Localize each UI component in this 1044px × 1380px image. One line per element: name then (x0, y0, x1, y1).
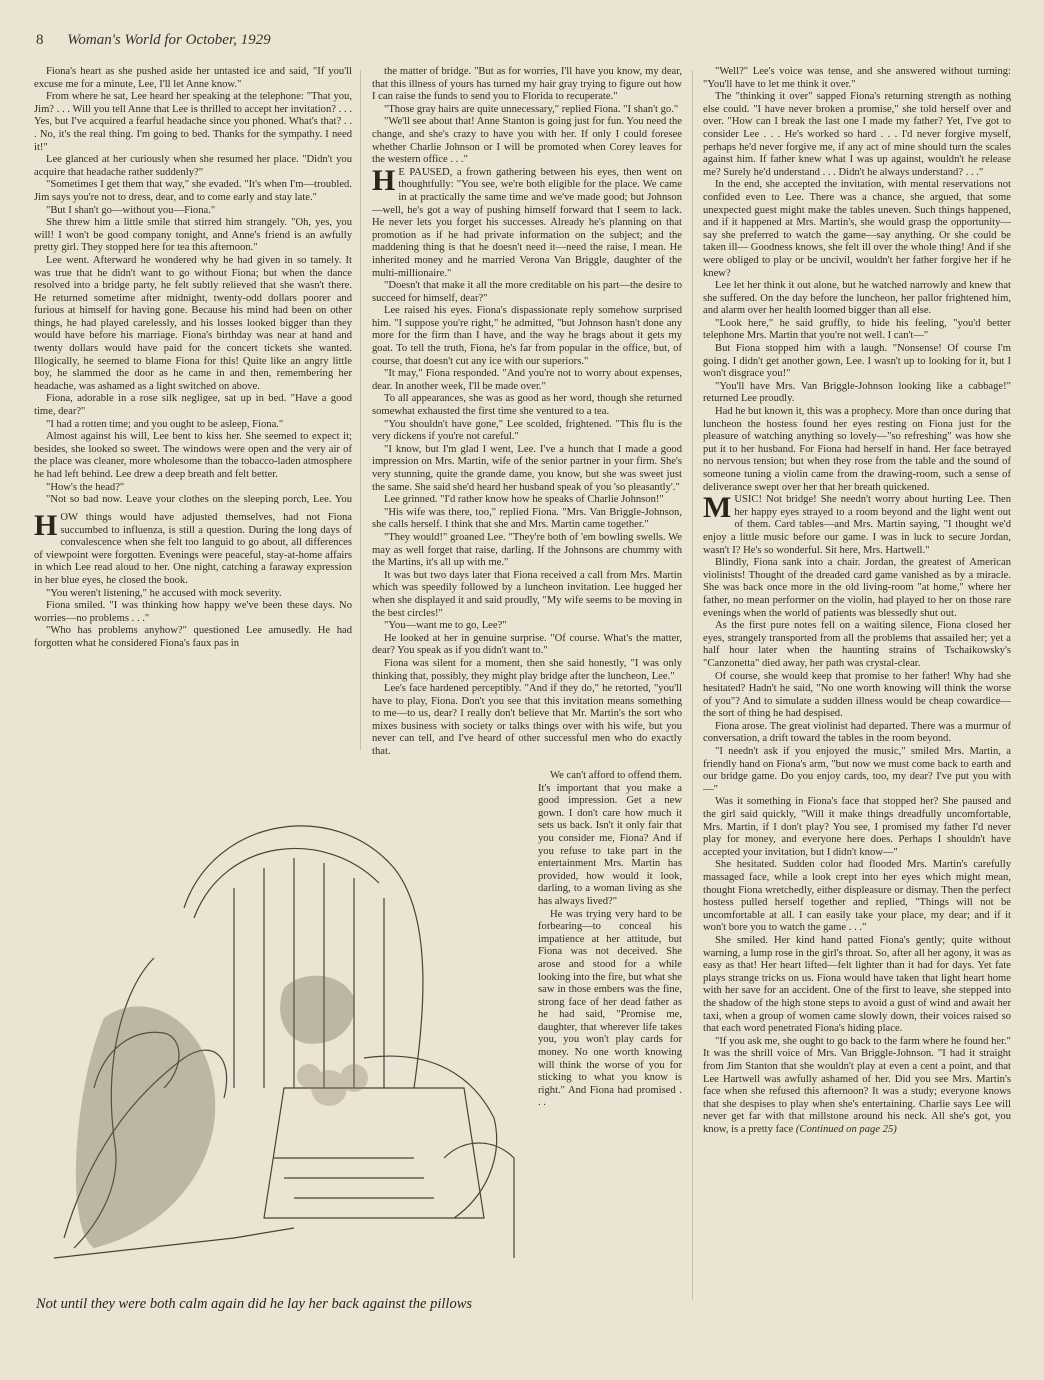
paragraph: It was but two days later that Fiona received a call from Mrs. Martin which was speedily followed by a luncheon invitation. Lee hugged her when she displayed it and said proudly, "My wife seems to be moving in the best circles!" (372, 569, 682, 619)
column-3 (703, 66, 1011, 1351)
paragraph: Lee let her think it out alone, but he watched narrowly and knew that she suffered. On the day before the luncheon, her pallor frightened him, and alarm over her health loomed bigger than all else. (703, 280, 1011, 317)
paragraph: "You'll have Mrs. Van Briggle-Johnson looking like a cabbage!" returned Lee proudly. (703, 380, 1011, 405)
paragraph: As the first pure notes fell on a waiting silence, Fiona closed her eyes, strangely transported from all the problems that assailed her; yet a half hour later when the haunting strains of Tschaikowsky's "Canzonetta" died away, her path was crystal-clear. (703, 620, 1011, 669)
paragraph: "I know, but I'm glad I went, Lee. I've a hunch that I made a good impression on Mrs. Martin, wife of the senior partner in your firm. She's very stunning, quite the grande dame, you know, but she was sweet just the same. She said she'd heard her husband speak of you 'so pleasantly'." (372, 443, 682, 493)
paragraph: "How's the head?" (46, 481, 125, 493)
paragraph: But Fiona stopped him with a laugh. "Nonsense! Of course I'm going. I didn't get another gown, Lee. I wasn't up to looking for it, but I won't disgrace you!" (703, 343, 1011, 380)
paragraph: Fiona smiled. "I was thinking how happy we've been these days. No worries—no problems . . ." (34, 600, 352, 624)
paragraph (372, 163, 682, 280)
story-illustration (34, 758, 530, 1268)
paragraph: She hesitated. Sudden color had flooded Mrs. Martin's carefully massaged face, while a look crept into her eyes which might mean, thought Fiona wretchedly, either displeasure or dismay. Then the perfect hostess pulled herself together and replied, "Things will not be uncomfortable at all. I can easily take your place, my dear; and if it won't bore you to watch the game . . ." (703, 859, 1011, 934)
paragraph: Fiona, adorable in a rose silk negligee, sat up in bed. "Have a good time, dear?" (34, 393, 352, 418)
paragraph (34, 512, 352, 588)
paragraph: In the end, she accepted the invitation, with mental reservations not confided even to Lee. There was a chance, she argued, that some unexpected guest might make the tables uneven. Such things happened, and if it happened at Mrs. Martin's, she would grasp the opportunity—say she preferred to watch the game—say anything. Or she could be taken ill— Goodness knows, she felt ill over the whole thing! And if she were obliged to play or be uncivil, wouldn't her father forgive her if he knew? (703, 179, 1011, 279)
paragraph: the matter of bridge. "But as for worries, I'll have you know, my dear, that this illness of yours has turned my hair gray trying to figure out how I can raise the funds to send you to Florida to recuperate." (372, 66, 682, 103)
column-rule (360, 70, 361, 750)
illustration-caption: Not until they were both calm again did he lay her back against the pillows (36, 1296, 473, 1312)
column-1-top (34, 66, 352, 504)
paragraph: "It may," Fiona responded. "And you're not to worry about expenses, dear. In another week, I'll be made over." (372, 368, 682, 392)
paragraph: Blindly, Fiona sank into a chair. Jordan, the greatest of American violinists! Thought of the dreaded card game vanished as by a miracle. She was back once more in the old living-room "at home," where her father, no mean performer on the violin, had played to her on those rare evenings when the world of patients was blessedly shut out. (703, 557, 1011, 619)
paragraph-text: USIC! Not bridge! She needn't worry about hurting Lee. Then her happy eyes strayed to a room beyond and the light went out of them. Card tables—and Mrs. Martin saying, "I thought we'd enjoy a little music before our game. I was in luck to secure Jordan, wasn't I? He's so wonderful. Sit here, Mrs. Hartwell." (703, 494, 1011, 556)
column-rule (692, 70, 693, 1300)
drop-cap: H (372, 163, 396, 197)
column-1-bottom (34, 512, 352, 750)
paragraph: "They would!" groaned Lee. "They're both of 'em bowling swells. We may as well forget that raise, darling. If the Johnsons are chummy with the Martins, it's all up with me." (372, 531, 682, 569)
drop-cap: H (34, 512, 58, 542)
paragraph: "You weren't listening," he accused with mock severity. (46, 587, 282, 599)
paragraph: Fiona was silent for a moment, then she said honestly, "I was only thinking that, possibly, they might play bridge after the luncheon, Lee." (372, 657, 682, 682)
paragraph: She smiled. Her kind hand patted Fiona's gently; quite without warning, a lump rose in the girl's throat. So, after all her agony, it was as easy as that! Her heart lifted—felt lighter than it had for days. Yet fate plays strange tricks on us. Fiona would have taken that light heart home with her save for an accident. One of the first to leave, she stepped into the shadow of the high stone steps to avoid a gust of wind and await her taxi, when a group of women came slowly down, their voices raised so that each word penetrated Fiona's hiding place. (703, 934, 1011, 1035)
column-2-narrow (538, 770, 682, 1303)
paragraph: "Who has problems anyhow?" questioned Lee amusedly. He had forgotten what he considered Fiona's faux pas in (34, 625, 352, 649)
paragraph: To all appearances, she was as good as her word, though she returned somewhat exhausted the first time she ventured to a tea. (372, 393, 682, 418)
paragraph: "I needn't ask if you enjoyed the music," smiled Mrs. Martin, a friendly hand on Fiona's arm, "but now we must come back to earth and our bridge game. Do you enjoy cards, too, my dear? I've put you with—" (703, 746, 1011, 795)
paragraph: Fiona arose. The great violinist had departed. There was a murmur of conversation, a drift toward the tables in the room beyond. (703, 720, 1011, 745)
paragraph-text: OW things would have adjusted themselves, had not Fiona succumbed to influenza, is still a question. During the long days of convalescence when she felt too languid to go about, all differences of viewpoint were forgotten. Evenings were peaceful, stay-at-home affairs in which Lee read aloud to her. One night, catching a faraway expression in her blue eyes, he closed the book. (34, 512, 352, 586)
paragraph: We can't afford to offend them. It's important that you make a good impression. Get a new gown. I don't care how much it sets us back. Isn't it only fair that you consider me, Fiona? And if you refuse to take part in the entertainment Mrs. Martin has provided, how would it look, darling, to a woman living as she has always lived?" (538, 770, 682, 907)
paragraph: Almost against his will, Lee bent to kiss her. She seemed to expect it; besides, she looked so sweet. The windows were open and the very air of the place was cleaner, more wholesome than the tobacco-laden atmosphere he had left behind. Lee drew a deep breath and felt better. (34, 431, 352, 480)
paragraph: "If you ask me, she ought to go back to the farm where he found her." It was the shrill voice of Mrs. Van Briggle-Johnson. "I had it straight from Jim Stanton that she wouldn't play at even a cent a point, and that Lee Hartwell was awfully ashamed of her. Did you see Mrs. Martin's face when she refused this afternoon? It was a study; everyone knows that she despises to play when she's entertaining. Charlie says Lee will never get far with that millstone around his neck. All she's got, you know, is a pretty face (Continued on page 25) (703, 1035, 1011, 1135)
paragraph: "Sometimes I get them that way," she evaded. "It's when I'm—troubled. Jim says you're not to dress, dear, and to come early and stay late." (34, 179, 352, 203)
paragraph: "Those gray hairs are quite unnecessary," replied Fiona. "I shan't go." (384, 103, 679, 115)
paragraph: "Doesn't that make it all the more creditable on his part—the desire to succeed for himself, dear?" (372, 280, 682, 304)
column-2 (372, 66, 682, 766)
paragraph: He was trying very hard to be forbearing—to conceal his impatience at her attitude, but Fiona was not deceived. She arose and stood for a while looking into the fire, but what she saw in those embers was the fine, strong face of her dead father as he had said, "Promise me, daughter, that wherever life takes you, you won't play cards for money. No one worth knowing will think the worse of you for sticking to what you know is right." And Fiona had promised . . . (538, 908, 682, 1109)
paragraph: "You shouldn't have gone," Lee scolded, frightened. "This flu is the very dickens if you're not careful." (372, 418, 682, 443)
paragraph: "But I shan't go—without you—Fiona." (46, 204, 216, 216)
paragraph: The "thinking it over" sapped Fiona's returning strength as nothing else could. "I have never broken a promise," she told herself over and over. "How can I break the last one I made my father? Yet, I've got to consider Lee . . . He's worked so hard . . . I'd never forgive myself, perhaps he'd never forgive me, if any act of mine should turn the scales against him. If father knew what I was up against, wouldn't he release me? Surely he'd understand . . . Didn't he always understand? . . ." (703, 91, 1011, 178)
paragraph: He looked at her in genuine surprise. "Of course. What's the matter, dear? You speak as if you didn't want to." (372, 632, 682, 657)
paragraph: Lee went. Afterward he wondered why he had given in so tamely. It was true that he didn't want to go without Fiona; but when the dance resolved into a bridge party, he felt subtly relieved that she wasn't there. He returned sometime after midnight, twenty-odd dollars poorer and furious at himself for having gone. Because his mind had been on other things, he had played carelessly, and his losses looked bigger than they would have before his marriage. Fiona's birthday was near at hand and twenty dollars would have paid for the concert tickets she wanted. Illogically, he seemed to blame Fiona for this! Quite like an angry little boy, he slammed the door as he came in and then, remembering her headache, was ashamed as a light switched on above. (34, 254, 352, 392)
paragraph: Of course, she would keep that promise to her father! Why had she hesitated? Hadn't he said, "No one worth knowing will think the worse of you"? And to simulate a sudden illness would be cheap cowardice—the sort of thing he had despised. (703, 670, 1011, 720)
paragraph: Lee's face hardened perceptibly. "And if they do," he retorted, "you'll have to play, Fiona. Don't you see that this invitation means something to me—to us, dear? I really don't believe that Mr. Martin's the sort who mixes business with society or talks things over with his wife, but you never can tell, and I've heard of other successful men who do exactly that. (372, 683, 682, 758)
magazine-title: Woman's World for October, 1929 (67, 32, 271, 48)
paragraph: From where he sat, Lee heard her speaking at the telephone: "That you, Jim? . . . Will you tell Anne that Lee is thrilled to accept her invitation? . . . Yes, but I've acquired a fearful headache since you phoned. What's that? . . . No, it's the real thing. I'm going to bed. Thanks for the sympathy. I need it!" (34, 91, 352, 153)
paragraph (703, 491, 1011, 557)
page-header (36, 32, 271, 49)
paragraph: Had he but known it, this was a prophecy. More than once during that luncheon the hostess found her eyes resting on Fiona just for the pleasure of watching anything so lovely—"so refreshing" was how she put it to her husband. For Fiona had herself in hand. Her face betrayed no nervous tension; but when they rose from the table and the sound of someone tuning a violin came from the drawing-room, such a sense of deliverance swept over her that her breath quickened. (703, 406, 1011, 493)
paragraph: Fiona's heart as she pushed aside her untasted ice and said, "If you'll excuse me for a minute, Lee, I'll let Anne know." (34, 66, 352, 90)
paragraph: "His wife was there, too," replied Fiona. "Mrs. Van Briggle-Johnson, she calls herself. I think that she and Mrs. Martin came together." (372, 506, 682, 531)
paragraph: "I had a rotten time; and you ought to be asleep, Fiona." (46, 418, 284, 430)
continued-note: (Continued on page 25) (793, 1123, 897, 1135)
paragraph: "You—want me to go, Lee?" (384, 620, 507, 632)
paragraph: She threw him a little smile that stirred him strangely. "Oh, yes, you will! I won't be good company tonight, and Anne's friend is an awfully pretty girl. They stopped here for tea this afternoon." (34, 217, 352, 254)
paragraph: "We'll see about that! Anne Stanton is going just for fun. You need the change, and she's crazy to have you with her. If only I could foresee whether Charlie Johnson or I will be promoted when Corey leaves for the western office . . ." (372, 116, 682, 166)
page-number: 8 (36, 32, 44, 48)
paragraph: Lee grinned. "I'd rather know how he speaks of Charlie Johnson!" (384, 494, 664, 506)
paragraph: Lee glanced at her curiously when she resumed her place. "Didn't you acquire that headache rather suddenly?" (34, 154, 352, 178)
paragraph: Was it something in Fiona's face that stopped her? She paused and the girl said quickly, "Will it make things dreadfully uncomfortable, Mrs. Martin, if I don't play? You see, I promised my father I'd never play for money, and everyone here does. Perhaps I shouldn't have accepted your invitation, but I didn't know—" (703, 796, 1011, 858)
paragraph-text: E PAUSED, a frown gathering between his eyes, then went on thoughtfully: "You see, we're both eligible for the place. We came in at practically the same time and we've made good; but Johnson—well, he's got a way of pushing himself forward that I seem to lack. He never lets you forget his successes. Already he's planning on that promotion as if he had private information on the subject; and the maddening thing is that he doesn't need it—need the raise, I mean. He inherited money and he married Verona Van Briggle, daughter of the multi-millionaire." (372, 166, 682, 279)
paragraph: "Look here," he said gruffly, to hide his feeling, "you'd better telephone Mrs. Martin that you're not well. I can't—" (703, 317, 1011, 342)
drop-cap: M (703, 491, 732, 525)
paragraph: Lee raised his eyes. Fiona's dispassionate reply somehow surprised him. "I suppose you're right," he admitted, "but Johnson hasn't done any more for the firm than I have, and the way he brags about it gets my goat. To tell the truth, Fiona, he's far from popular in the office, but, of course, that doesn't cut any ice with our superiors." (372, 305, 682, 367)
paragraph: "Well?" Lee's voice was tense, and she answered without turning: "You'll have to let me think it over." (703, 66, 1011, 90)
paragraph: "Not so bad now. Leave your clothes on the sleeping porch, Lee. You (46, 494, 352, 504)
